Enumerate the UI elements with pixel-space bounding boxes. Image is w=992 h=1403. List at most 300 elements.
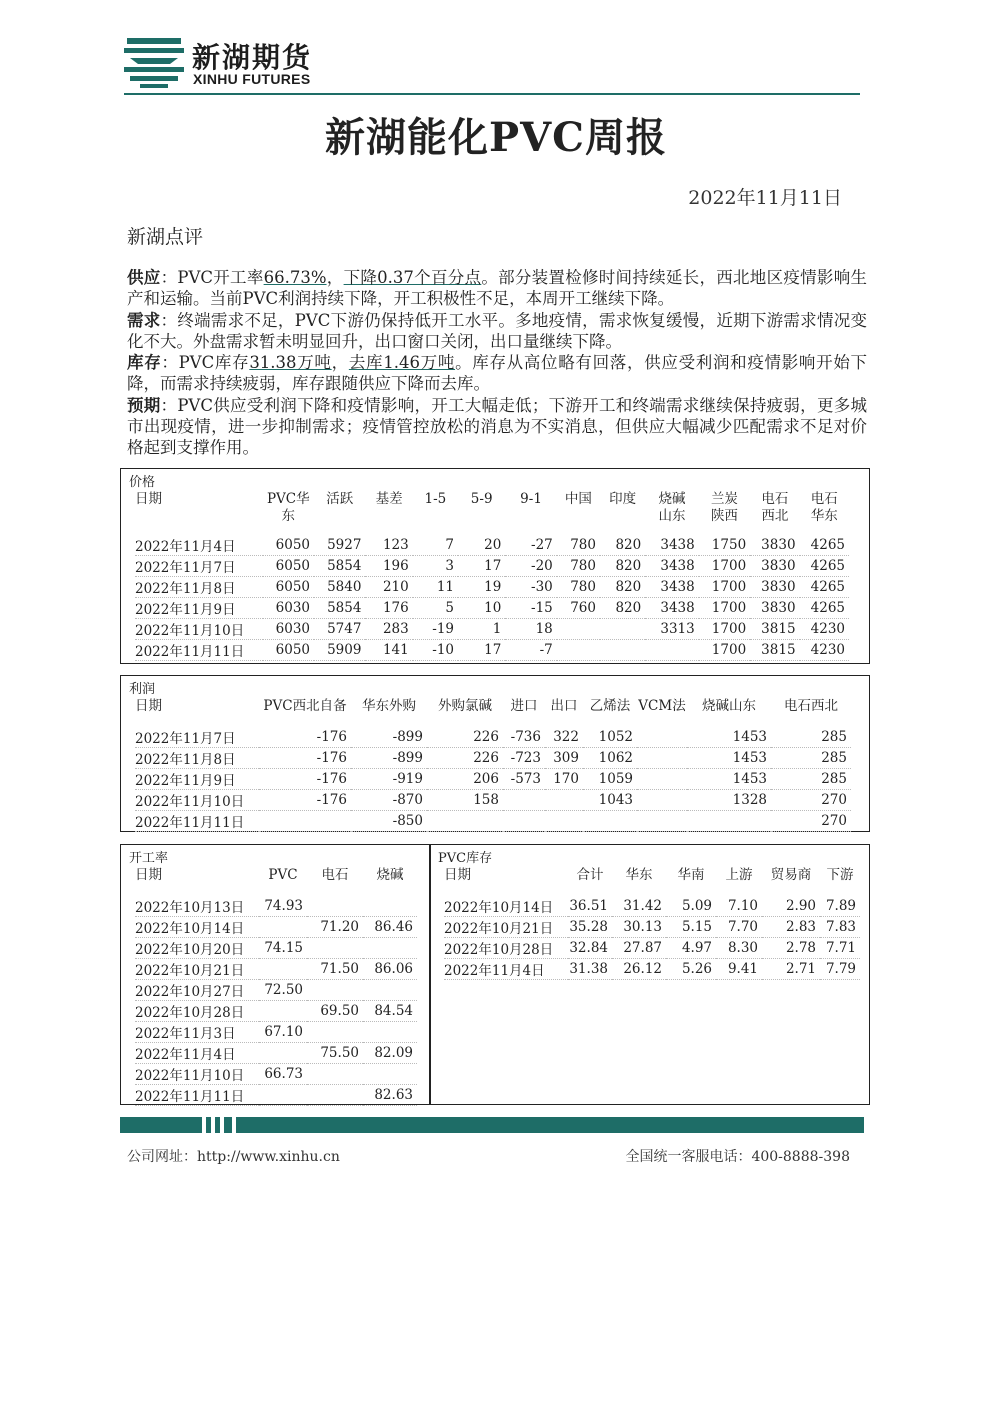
price-column-header: 兰炭 陕西: [710, 491, 738, 524]
price-value-cell: 5927: [314, 535, 365, 556]
operating-rate-value-cell: [259, 958, 307, 979]
operating-rate-value-cell: [259, 1000, 307, 1021]
operating-rate-row: [135, 958, 417, 979]
outlook-paragraph: [127, 395, 867, 459]
price-column-header: 烧碱 山东: [658, 491, 686, 524]
operating-rate-value-cell: 71.20: [307, 916, 363, 937]
logo-text-en: XINHU FUTURES: [193, 71, 311, 87]
price-value-cell: 3438: [645, 598, 698, 619]
price-column-header: 印度: [609, 491, 637, 507]
operating-rate-value-cell: 74.93: [259, 896, 307, 917]
price-value-cell: 3438: [645, 556, 698, 577]
price-value-cell: [600, 619, 645, 640]
operating-rate-value-cell: [363, 1063, 417, 1084]
price-value-cell: 20: [458, 535, 505, 556]
price-value-cell: 18: [505, 619, 556, 640]
price-column-header: 1-5: [424, 491, 447, 507]
price-value-cell: 19: [458, 577, 505, 598]
profit-value-cell: 170: [545, 768, 583, 789]
operating-rate-value-cell: [363, 979, 417, 1000]
profit-date-cell: 2022年11月11日: [135, 810, 259, 831]
inventory-value-cell: 32.84: [568, 937, 612, 958]
price-value-cell: -20: [505, 556, 556, 577]
price-value-cell: 5747: [314, 619, 365, 640]
profit-value-cell: [687, 810, 771, 831]
price-value-cell: 11: [413, 577, 458, 598]
operating-rate-row: [135, 937, 417, 958]
inventory-level: 31.38万吨: [249, 353, 332, 373]
inventory-value-cell: 7.83: [820, 916, 860, 937]
profit-value-cell: 1453: [687, 727, 771, 748]
inventory-column-header: 上游: [725, 867, 753, 883]
inventory-value-cell: 5.15: [666, 916, 716, 937]
operating-rate-value-cell: [307, 937, 363, 958]
profit-date-cell: 2022年11月8日: [135, 747, 259, 768]
price-value-cell: 1: [458, 619, 505, 640]
profit-row: [135, 747, 851, 768]
operating-rate-value-cell: [307, 1021, 363, 1042]
price-value-cell: 176: [365, 598, 412, 619]
price-row: [135, 619, 849, 640]
price-date-cell: 2022年11月7日: [135, 556, 263, 577]
price-value-cell: 780: [557, 556, 600, 577]
profit-value-cell: 1059: [583, 768, 637, 789]
supply-text: ：PVC开工率: [160, 268, 264, 287]
inventory-value-cell: 5.26: [666, 958, 716, 979]
section-title: 新湖点评: [127, 226, 204, 248]
operating-rate-value-cell: 66.73: [259, 1063, 307, 1084]
operating-rate-date-cell: 2022年10月28日: [135, 1000, 259, 1021]
price-column-header: 中国: [564, 491, 592, 507]
inventory-table: [444, 867, 860, 980]
profit-value-cell: -176: [259, 789, 351, 810]
inventory-text: 。库存从高位略有回落，供应受利润和疫情影响开始下降，而需求持续疲弱，库存跟随供应下降而去库。: [127, 353, 868, 394]
profit-column-header: 出口: [550, 698, 578, 714]
inventory-column-header: 日期: [444, 867, 471, 883]
profit-value-cell: [503, 810, 545, 831]
inventory-row: [444, 896, 860, 917]
price-value-cell: 4265: [800, 577, 849, 598]
operating-rate-value-cell: 86.46: [363, 916, 417, 937]
price-value-cell: 17: [458, 640, 505, 661]
inventory-value-cell: 31.42: [612, 896, 666, 917]
inventory-label: 库存: [127, 353, 162, 373]
price-value-cell: 210: [365, 577, 412, 598]
price-value-cell: [557, 640, 600, 661]
operating-rate-row: [135, 979, 417, 1000]
price-value-cell: -19: [413, 619, 458, 640]
profit-column-header: 日期: [135, 698, 162, 714]
operating-rate-column-header: PVC: [268, 867, 298, 883]
operating-rate-value-cell: 75.50: [307, 1042, 363, 1063]
inventory-value-cell: 7.79: [820, 958, 860, 979]
price-row: [135, 577, 849, 598]
inventory-row: [444, 937, 860, 958]
profit-value-cell: [545, 810, 583, 831]
operating-rate-value-cell: 67.10: [259, 1021, 307, 1042]
supply-label: 供应: [127, 268, 161, 287]
demand-paragraph: [127, 310, 867, 353]
profit-value-cell: -870: [351, 789, 427, 810]
price-value-cell: 4265: [800, 556, 849, 577]
price-value-cell: -27: [505, 535, 556, 556]
price-column-header: PVC华东: [266, 491, 310, 524]
profit-value-cell: [427, 810, 503, 831]
inventory-row: [444, 916, 860, 937]
inventory-box: [429, 844, 870, 1105]
price-value-cell: 6050: [263, 556, 314, 577]
profit-value-cell: 285: [771, 727, 851, 748]
profit-table: [135, 698, 851, 832]
operating-rate-value-cell: [363, 896, 417, 917]
price-value-cell: 1700: [699, 556, 750, 577]
price-value-cell: 3830: [750, 556, 799, 577]
operating-rate-value-cell: [363, 937, 417, 958]
profit-column-header: 外购氯碱: [438, 698, 492, 714]
profit-value-cell: -176: [259, 727, 351, 748]
price-box: [120, 468, 870, 664]
header-rule: [124, 93, 860, 95]
inventory-column-header: 华南: [677, 867, 705, 883]
price-value-cell: 6030: [263, 619, 314, 640]
price-value-cell: -7: [505, 640, 556, 661]
price-value-cell: 3830: [750, 577, 799, 598]
operating-rate-value-cell: 72.50: [259, 979, 307, 1000]
price-value-cell: 17: [458, 556, 505, 577]
profit-box: [120, 675, 870, 832]
price-value-cell: 6050: [263, 577, 314, 598]
price-date-cell: 2022年11月11日: [135, 640, 263, 661]
price-value-cell: 3438: [645, 535, 698, 556]
price-header-row: [135, 491, 849, 535]
inventory-value-cell: 7.70: [716, 916, 762, 937]
price-value-cell: 283: [365, 619, 412, 640]
operating-rate-value-cell: [259, 916, 307, 937]
profit-row: [135, 789, 851, 810]
profit-column-header: VCM法: [638, 698, 686, 714]
operating-rate-column-header: 烧碱: [376, 867, 404, 883]
inventory-row: [444, 958, 860, 979]
price-value-cell: [557, 619, 600, 640]
price-value-cell: 1700: [699, 640, 750, 661]
profit-column-header: 烧碱山东: [702, 698, 756, 714]
price-value-cell: 10: [458, 598, 505, 619]
price-value-cell: 141: [365, 640, 412, 661]
price-value-cell: 820: [600, 556, 645, 577]
price-column-header: 9-1: [520, 491, 542, 507]
profit-value-cell: [637, 747, 687, 768]
xinhu-logo-icon: [124, 34, 184, 88]
price-value-cell: 780: [557, 535, 600, 556]
price-value-cell: 3815: [750, 619, 799, 640]
operating-rate-date-cell: 2022年10月20日: [135, 937, 259, 958]
inventory-header-row: [444, 867, 860, 896]
inventory-value-cell: 2.78: [762, 937, 820, 958]
inventory-box-label: PVC库存: [438, 851, 493, 866]
price-value-cell: 3438: [645, 577, 698, 598]
price-value-cell: 5: [413, 598, 458, 619]
profit-value-cell: [503, 789, 545, 810]
price-value-cell: 1700: [699, 577, 750, 598]
profit-date-cell: 2022年11月9日: [135, 768, 259, 789]
inventory-value-cell: 35.28: [568, 916, 612, 937]
profit-row: [135, 810, 851, 831]
supply-change: 下降0.37个百分点: [343, 268, 482, 287]
profit-row: [135, 768, 851, 789]
operating-rate-value-cell: [307, 1084, 363, 1105]
inventory-value-cell: 9.41: [716, 958, 762, 979]
inventory-date-cell: 2022年11月4日: [444, 958, 568, 979]
price-value-cell: 5854: [314, 556, 365, 577]
profit-value-cell: 285: [771, 768, 851, 789]
price-value-cell: 820: [600, 577, 645, 598]
profit-value-cell: 270: [771, 810, 851, 831]
profit-value-cell: -723: [503, 747, 545, 768]
inventory-value-cell: 2.90: [762, 896, 820, 917]
inventory-date-cell: 2022年10月21日: [444, 916, 568, 937]
price-date-cell: 2022年11月8日: [135, 577, 263, 598]
operating-rate-value-cell: 74.15: [259, 937, 307, 958]
price-column-header: 5-9: [470, 491, 493, 507]
operating-rate-value-cell: [363, 1021, 417, 1042]
profit-column-header: 电石西北: [784, 698, 838, 714]
inventory-value-cell: 26.12: [612, 958, 666, 979]
operating-rate-date-cell: 2022年11月4日: [135, 1042, 259, 1063]
operating-rate-value-cell: 69.50: [307, 1000, 363, 1021]
price-value-cell: 7: [413, 535, 458, 556]
price-value-cell: 6050: [263, 535, 314, 556]
profit-value-cell: -850: [351, 810, 427, 831]
price-value-cell: 760: [557, 598, 600, 619]
price-value-cell: 820: [600, 535, 645, 556]
demand-text: ：终端需求不足，PVC下游仍保持低开工水平。多地疫情，需求恢复缓慢，近期下游需求情况变化不大。外盘需求暂未明显回升，出口窗口关闭，出口量继续下降。: [127, 310, 867, 351]
inventory-value-cell: 8.30: [716, 937, 762, 958]
operating-rate-row: [135, 916, 417, 937]
profit-value-cell: 1043: [583, 789, 637, 810]
inventory-value-cell: 7.10: [716, 896, 762, 917]
price-row: [135, 598, 849, 619]
profit-value-cell: 1328: [687, 789, 771, 810]
profit-value-cell: [637, 789, 687, 810]
price-column-header: 电石 西北: [761, 491, 789, 524]
inventory-date-cell: 2022年10月28日: [444, 937, 568, 958]
operating-rate-value-cell: [307, 896, 363, 917]
price-value-cell: 6030: [263, 598, 314, 619]
inventory-value-cell: 36.51: [568, 896, 612, 917]
price-value-cell: 1750: [699, 535, 750, 556]
inventory-value-cell: 27.87: [612, 937, 666, 958]
profit-value-cell: -919: [351, 768, 427, 789]
profit-column-header: 华东外购: [362, 698, 416, 714]
profit-column-header: PVC西北自备: [263, 698, 347, 714]
price-value-cell: 196: [365, 556, 412, 577]
supply-rate: 66.73%: [263, 268, 327, 287]
price-value-cell: 3313: [645, 619, 698, 640]
operating-rate-date-cell: 2022年10月27日: [135, 979, 259, 1000]
price-value-cell: -30: [505, 577, 556, 598]
price-date-cell: 2022年11月9日: [135, 598, 263, 619]
operating-rate-header-row: [135, 867, 417, 896]
price-row: [135, 640, 849, 661]
price-value-cell: 3830: [750, 598, 799, 619]
price-value-cell: 1700: [699, 619, 750, 640]
price-value-cell: [645, 640, 698, 661]
profit-date-cell: 2022年11月10日: [135, 789, 259, 810]
company-logo: [124, 34, 324, 90]
price-value-cell: [600, 640, 645, 661]
profit-value-cell: -176: [259, 768, 351, 789]
operating-rate-value-cell: 82.09: [363, 1042, 417, 1063]
price-value-cell: 780: [557, 577, 600, 598]
profit-value-cell: [259, 810, 351, 831]
company-website: 公司网址：http://www.xinhu.cn: [127, 1149, 340, 1165]
price-value-cell: 4265: [800, 598, 849, 619]
profit-value-cell: [637, 768, 687, 789]
profit-value-cell: 1052: [583, 727, 637, 748]
price-column-header: 电石 华东: [810, 491, 838, 524]
profit-column-header: 进口: [510, 698, 538, 714]
operating-rate-value-cell: [307, 979, 363, 1000]
supply-text: ，: [326, 268, 344, 287]
operating-rate-row: [135, 1063, 417, 1084]
inventory-value-cell: 31.38: [568, 958, 612, 979]
supply-text: 。部分装置检修时间持续延长，西北地区疫情影响生产和运输。当前PVC利润持续下降，开工积极性不足，本周开工继续下降。: [127, 268, 867, 309]
operating-rate-value-cell: 86.06: [363, 958, 417, 979]
operating-rate-value-cell: [259, 1042, 307, 1063]
price-value-cell: 3830: [750, 535, 799, 556]
profit-header-row: [135, 698, 851, 727]
inventory-column-header: 贸易商: [770, 867, 812, 883]
customer-hotline: 全国统一客服电话：400-8888-398: [625, 1149, 850, 1165]
profit-value-cell: 1453: [687, 747, 771, 768]
price-column-header: 活跃: [326, 491, 354, 507]
operating-rate-date-cell: 2022年10月14日: [135, 916, 259, 937]
operating-rate-row: [135, 1042, 417, 1063]
operating-rate-column-header: 日期: [135, 867, 162, 883]
profit-value-cell: 285: [771, 747, 851, 768]
commentary: [127, 267, 867, 459]
profit-value-cell: 226: [427, 727, 503, 748]
price-date-cell: 2022年11月4日: [135, 535, 263, 556]
price-date-cell: 2022年11月10日: [135, 619, 263, 640]
profit-value-cell: -899: [351, 747, 427, 768]
operating-rate-date-cell: 2022年11月3日: [135, 1021, 259, 1042]
inventory-value-cell: 4.97: [666, 937, 716, 958]
profit-row: [135, 727, 851, 748]
operating-rate-value-cell: 82.63: [363, 1084, 417, 1105]
profit-value-cell: 1453: [687, 768, 771, 789]
outlook-text: ：PVC供应受利润下降和疫情影响，开工大幅走低；下游开工和终端需求继续保持疲弱，更多城市出现疫情，进一步抑制需求；疫情管控放松的消息为不实消息，但供应大幅减少匹配需求不足对价格起到支撑作用。: [127, 395, 867, 458]
profit-value-cell: -736: [503, 727, 545, 748]
profit-value-cell: 226: [427, 747, 503, 768]
operating-rate-value-cell: [307, 1063, 363, 1084]
profit-value-cell: -899: [351, 727, 427, 748]
inventory-value-cell: 7.89: [820, 896, 860, 917]
profit-value-cell: 206: [427, 768, 503, 789]
inventory-column-header: 合计: [576, 867, 604, 883]
profit-value-cell: 322: [545, 727, 583, 748]
profit-value-cell: [637, 727, 687, 748]
price-value-cell: -10: [413, 640, 458, 661]
price-value-cell: 4265: [800, 535, 849, 556]
price-value-cell: 3815: [750, 640, 799, 661]
inventory-value-cell: 30.13: [612, 916, 666, 937]
profit-value-cell: -573: [503, 768, 545, 789]
price-value-cell: -15: [505, 598, 556, 619]
profit-value-cell: 270: [771, 789, 851, 810]
price-value-cell: 820: [600, 598, 645, 619]
operating-rate-box-label: 开工率: [129, 851, 169, 866]
supply-paragraph: [127, 267, 867, 310]
operating-rate-row: [135, 896, 417, 917]
operating-rate-value-cell: 71.50: [307, 958, 363, 979]
price-value-cell: 5909: [314, 640, 365, 661]
price-value-cell: 4230: [800, 640, 849, 661]
price-value-cell: 123: [365, 535, 412, 556]
operating-rate-value-cell: [259, 1084, 307, 1105]
price-column-header: 基差: [375, 491, 403, 507]
price-row: [135, 556, 849, 577]
profit-value-cell: 309: [545, 747, 583, 768]
profit-date-cell: 2022年11月7日: [135, 727, 259, 748]
inventory-text: ，: [331, 353, 349, 373]
price-value-cell: 5854: [314, 598, 365, 619]
operating-rate-row: [135, 1000, 417, 1021]
profit-value-cell: [637, 810, 687, 831]
operating-rate-date-cell: 2022年11月11日: [135, 1084, 259, 1105]
price-value-cell: 3: [413, 556, 458, 577]
footer-bar: [120, 1117, 864, 1133]
operating-rate-value-cell: 84.54: [363, 1000, 417, 1021]
operating-rate-date-cell: 2022年10月13日: [135, 896, 259, 917]
profit-column-header: 乙烯法: [589, 698, 631, 714]
logo-text-cn: 新湖期货: [192, 41, 313, 74]
inventory-column-header: 下游: [826, 867, 854, 883]
profit-box-label: 利润: [129, 682, 156, 697]
profit-value-cell: [545, 789, 583, 810]
inventory-value-cell: 7.71: [820, 937, 860, 958]
price-value-cell: 6050: [263, 640, 314, 661]
price-column-header: 日期: [135, 491, 162, 507]
inventory-value-cell: 2.83: [762, 916, 820, 937]
operating-rate-column-header: 电石: [321, 867, 349, 883]
profit-value-cell: -176: [259, 747, 351, 768]
operating-rate-date-cell: 2022年10月21日: [135, 958, 259, 979]
report-date: 2022年11月11日: [688, 187, 842, 209]
inventory-text: ：PVC库存: [161, 353, 250, 373]
inventory-change: 去库1.46万吨: [348, 353, 456, 373]
inventory-value-cell: 2.71: [762, 958, 820, 979]
inventory-column-header: 华东: [625, 867, 653, 883]
report-title: 新湖能化PVC周报: [325, 114, 667, 161]
inventory-date-cell: 2022年10月14日: [444, 896, 568, 917]
price-table: [135, 491, 849, 661]
price-value-cell: 5840: [314, 577, 365, 598]
profit-value-cell: 158: [427, 789, 503, 810]
price-row: [135, 535, 849, 556]
operating-rate-table: [135, 867, 417, 1106]
profit-value-cell: [583, 810, 637, 831]
operating-rate-row: [135, 1084, 417, 1105]
price-box-label: 价格: [129, 475, 156, 490]
inventory-paragraph: [127, 352, 867, 395]
inventory-value-cell: 5.09: [666, 896, 716, 917]
profit-value-cell: 1062: [583, 747, 637, 768]
operating-rate-row: [135, 1021, 417, 1042]
operating-rate-date-cell: 2022年11月10日: [135, 1063, 259, 1084]
price-value-cell: 1700: [699, 598, 750, 619]
operating-rate-box: [120, 844, 431, 1105]
